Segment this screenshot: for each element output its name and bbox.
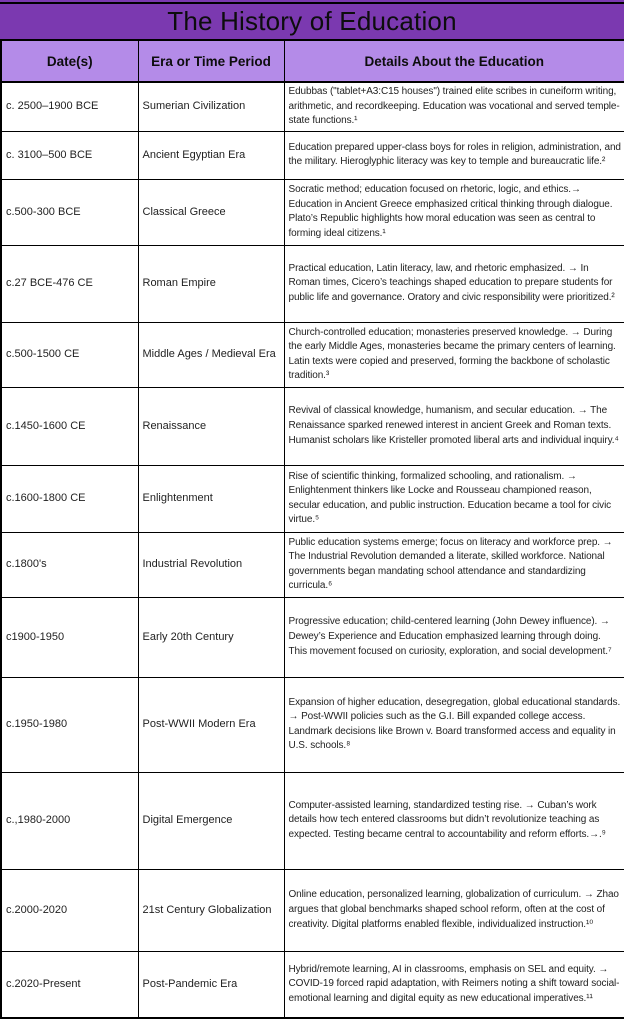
- title-bar: [0, 4, 624, 39]
- details-cell: Church-controlled education; monasteries preserved knowledge. → During the early Middle Ages, monasteries became the primary centers of learning. Latin texts were copied and preserved, forming the backbone of scholastic tradition.³: [284, 322, 624, 387]
- table-row: [1, 869, 624, 951]
- era-cell: Ancient Egyptian Era: [138, 131, 284, 179]
- era-cell: Post-Pandemic Era: [138, 951, 284, 1018]
- table-row: [1, 677, 624, 772]
- date-cell: c.1800's: [1, 532, 138, 597]
- date-cell: c. 3100–500 BCE: [1, 131, 138, 179]
- table-row: [1, 179, 624, 245]
- details-cell: Public education systems emerge; focus on literacy and workforce prep. → The Industrial Revolution demanded a literate, skilled workforce. National governments began mandating school attendance and standardizing curricula.⁶: [284, 532, 624, 597]
- table-row: [1, 322, 624, 387]
- era-cell: Sumerian Civilization: [138, 82, 284, 131]
- era-cell: 21st Century Globalization: [138, 869, 284, 951]
- era-cell: Middle Ages / Medieval Era: [138, 322, 284, 387]
- table-header: [1, 40, 624, 82]
- column-header-dates: Date(s): [1, 40, 138, 82]
- date-cell: c.27 BCE-476 CE: [1, 245, 138, 322]
- details-cell: Edubbas ("tablet+A3:C15 houses") trained elite scribes in cuneiform writing, arithmetic, and recordkeeping. Education was vocational and served temple-state functions.¹: [284, 82, 624, 131]
- table-row: [1, 532, 624, 597]
- table-row: [1, 951, 624, 1018]
- date-cell: c.500-300 BCE: [1, 179, 138, 245]
- date-cell: c.1450-1600 CE: [1, 387, 138, 465]
- details-cell: Education prepared upper-class boys for roles in religion, administration, and the military. Hieroglyphic literacy was key to temple and bureaucratic life.²: [284, 131, 624, 179]
- date-cell: c.1950-1980: [1, 677, 138, 772]
- details-cell: Expansion of higher education, desegregation, global educational standards. → Post-WWII policies such as the G.I. Bill expanded college access. Landmark decisions like Brown v. Board transformed access and equality in U.S. schools.⁸: [284, 677, 624, 772]
- table-row: [1, 131, 624, 179]
- era-cell: Classical Greece: [138, 179, 284, 245]
- table-body: [1, 82, 624, 1018]
- details-cell: Online education, personalized learning, globalization of curriculum. → Zhao argues that global benchmarks shaped school reform, often at the cost of creativity. Digital platforms enabled flexible, individualized instruction.¹⁰: [284, 869, 624, 951]
- era-cell: Roman Empire: [138, 245, 284, 322]
- table-row: [1, 82, 624, 131]
- table-row: [1, 465, 624, 532]
- era-cell: Industrial Revolution: [138, 532, 284, 597]
- column-header-details: Details About the Education: [284, 40, 624, 82]
- table-row: [1, 245, 624, 322]
- date-cell: c.500-1500 CE: [1, 322, 138, 387]
- details-cell: Progressive education; child-centered learning (John Dewey influence). → Dewey’s Experience and Education emphasized learning through doing. This movement focused on curiosity, exploration, and social development.⁷: [284, 597, 624, 677]
- column-header-era: Era or Time Period: [138, 40, 284, 82]
- details-cell: Computer-assisted learning, standardized testing rise. → Cuban’s work details how tech entered classrooms but didn’t revolutionize teaching as expected. Testing became central to accountability and reform efforts.→.⁹: [284, 772, 624, 869]
- date-cell: c.2000-2020: [1, 869, 138, 951]
- era-cell: Enlightenment: [138, 465, 284, 532]
- details-cell: Revival of classical knowledge, humanism, and secular education. → The Renaissance sparked renewed interest in ancient Greek and Roman texts. Humanist scholars like Kristeller promoted liberal arts and individual inquiry.⁴: [284, 387, 624, 465]
- era-cell: Early 20th Century: [138, 597, 284, 677]
- details-cell: Socratic method; education focused on rhetoric, logic, and ethics.→ Education in Ancient Greece emphasized critical thinking through dialogue. Plato’s Republic highlights how moral education was seen as central to forming ideal citizens.¹: [284, 179, 624, 245]
- details-cell: Hybrid/remote learning, AI in classrooms, emphasis on SEL and equity. → COVID-19 forced rapid adaptation, with Reimers noting a shift toward social-emotional learning and digital equity as new educational imperatives.¹¹: [284, 951, 624, 1018]
- date-cell: c1900-1950: [1, 597, 138, 677]
- table-row: [1, 772, 624, 869]
- details-cell: Rise of scientific thinking, formalized schooling, and rationalism. → Enlightenment thinkers like Locke and Rousseau championed reason, secular education, and public instruction. Education became a tool for civic virtue.⁵: [284, 465, 624, 532]
- page-title: The History of Education: [167, 6, 457, 36]
- era-cell: Digital Emergence: [138, 772, 284, 869]
- date-cell: c.2020-Present: [1, 951, 138, 1018]
- table-row: [1, 387, 624, 465]
- education-history-table: [0, 39, 624, 1019]
- date-cell: c. 2500–1900 BCE: [1, 82, 138, 131]
- era-cell: Renaissance: [138, 387, 284, 465]
- table-row: [1, 597, 624, 677]
- header-row: [1, 40, 624, 82]
- era-cell: Post-WWII Modern Era: [138, 677, 284, 772]
- date-cell: c.1600-1800 CE: [1, 465, 138, 532]
- details-cell: Practical education, Latin literacy, law, and rhetoric emphasized. → In Roman times, Cicero’s teachings shaped education to prepare students for public life and governance. Oratory and civic responsibility were prioritized.²: [284, 245, 624, 322]
- date-cell: c.,1980-2000: [1, 772, 138, 869]
